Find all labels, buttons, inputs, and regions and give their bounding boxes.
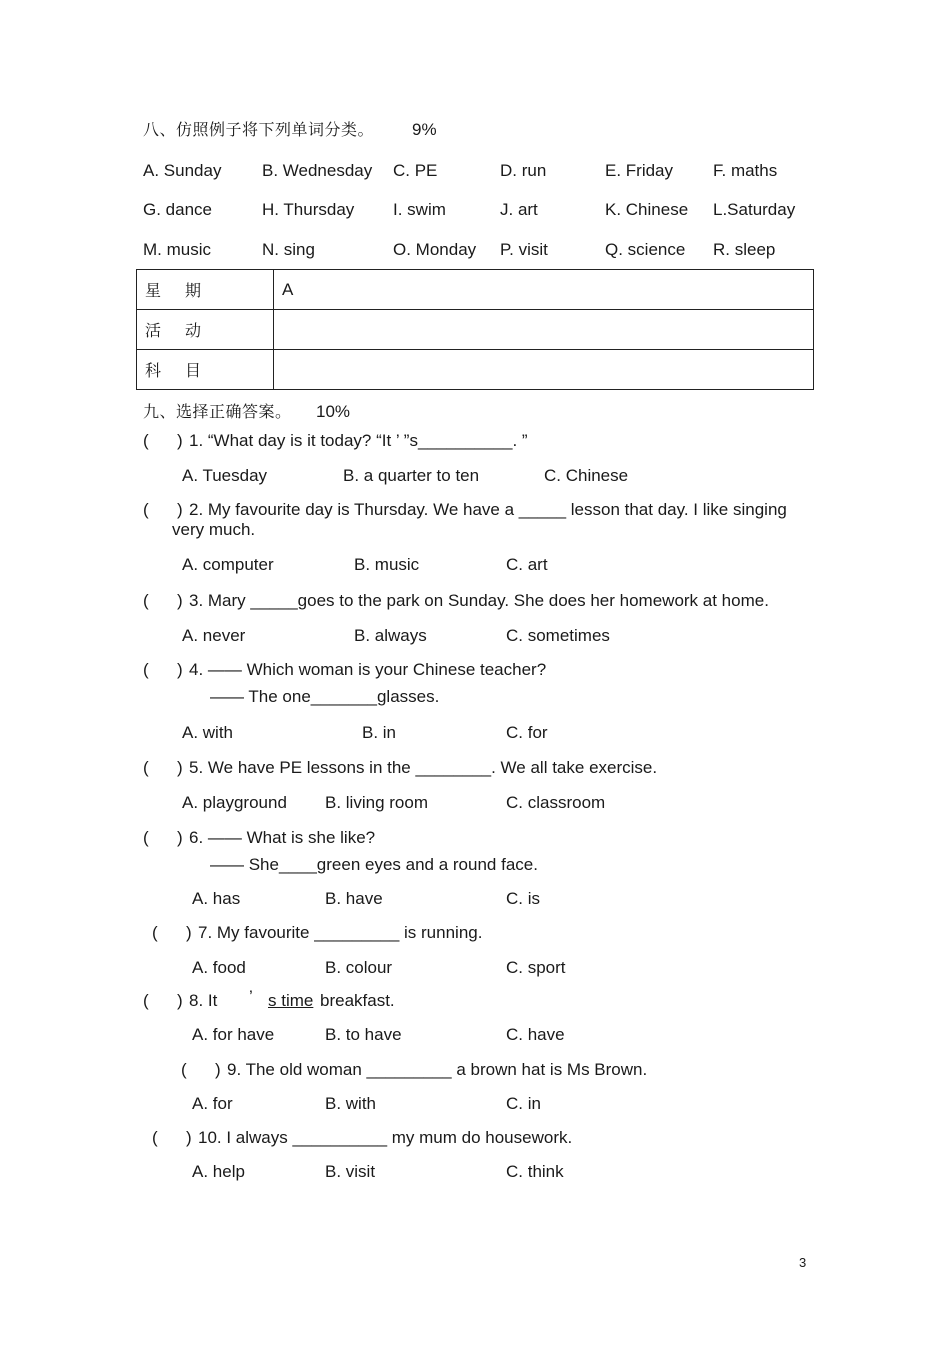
- question-stem-cont: —— She____green eyes and a round face.: [210, 855, 538, 874]
- answer-paren-open[interactable]: (: [143, 660, 149, 679]
- option-c[interactable]: C. Chinese: [544, 466, 629, 485]
- word-item: O. Monday: [393, 240, 477, 259]
- answer-paren-close: ): [177, 758, 183, 777]
- row-label: 活动: [137, 310, 274, 350]
- option-b[interactable]: B. with: [325, 1094, 377, 1113]
- option-a[interactable]: A. with: [182, 723, 234, 742]
- option-b[interactable]: B. to have: [325, 1025, 402, 1044]
- word-item: C. PE: [393, 161, 438, 180]
- question-stem-cont: —— The one_______glasses.: [210, 687, 440, 706]
- option-a[interactable]: A. food: [192, 958, 246, 977]
- option-b[interactable]: B. visit: [325, 1162, 376, 1181]
- word-item: K. Chinese: [605, 200, 689, 219]
- word-item: L.Saturday: [713, 200, 796, 219]
- answer-paren-close: ): [177, 828, 183, 847]
- option-b[interactable]: B. have: [325, 889, 383, 908]
- option-c[interactable]: C. sometimes: [506, 626, 610, 645]
- answer-paren-close: ): [186, 923, 192, 942]
- word-item: M. music: [143, 240, 211, 259]
- table-row: [137, 270, 814, 310]
- option-b[interactable]: B. living room: [325, 793, 428, 812]
- option-a[interactable]: A. for have: [192, 1025, 275, 1044]
- answer-cell[interactable]: [274, 310, 814, 350]
- answer-paren-close: ): [177, 591, 183, 610]
- option-c[interactable]: C. sport: [506, 958, 566, 977]
- option-a[interactable]: A. never: [182, 626, 246, 645]
- word-item: F. maths: [713, 161, 778, 180]
- row-label: 星期: [137, 270, 274, 310]
- option-c[interactable]: C. think: [506, 1162, 564, 1181]
- answer-paren-open[interactable]: (: [143, 431, 149, 450]
- answer-paren-close: ): [215, 1060, 221, 1079]
- answer-paren-open[interactable]: (: [152, 1128, 158, 1147]
- option-c[interactable]: C. is: [506, 889, 540, 908]
- option-b[interactable]: B. a quarter to ten: [343, 466, 480, 485]
- answer-paren-open[interactable]: (: [143, 828, 149, 847]
- question-stem: 7. My favourite _________ is running.: [198, 923, 483, 942]
- question-stem: 2. My favourite day is Thursday. We have a _____ lesson that day. I like singing: [189, 500, 787, 519]
- option-a[interactable]: A. help: [192, 1162, 245, 1181]
- section9-score: 10%: [316, 402, 351, 421]
- section8-title: 八、仿照例子将下列单词分类。: [143, 120, 375, 139]
- word-item: D. run: [500, 161, 547, 180]
- word-item: I. swim: [393, 200, 446, 219]
- word-item: G. dance: [143, 200, 212, 219]
- option-c[interactable]: C. art: [506, 555, 548, 574]
- word-item: E. Friday: [605, 161, 674, 180]
- answer-paren-open[interactable]: (: [143, 758, 149, 777]
- word-item: R. sleep: [713, 240, 776, 259]
- question-stem-underlined: s time: [268, 991, 314, 1010]
- classification-table: [136, 269, 814, 390]
- answer-paren-open[interactable]: (: [181, 1060, 187, 1079]
- word-item: J. art: [500, 200, 538, 219]
- answer-cell[interactable]: [274, 350, 814, 390]
- question-stem: 6. —— What is she like?: [189, 828, 376, 847]
- section9-title: 九、选择正确答案。: [143, 402, 292, 421]
- section8-score: 9%: [412, 120, 437, 139]
- answer-paren-close: ): [177, 991, 183, 1010]
- option-c[interactable]: C. for: [506, 723, 548, 742]
- question-stem: 3. Mary _____goes to the park on Sunday. She does her homework at home.: [189, 591, 769, 610]
- answer-paren-close: ): [186, 1128, 192, 1147]
- answer-paren-open[interactable]: (: [143, 500, 149, 519]
- option-c[interactable]: C. in: [506, 1094, 541, 1113]
- table-row: [137, 350, 814, 390]
- question-stem-end: breakfast.: [320, 991, 395, 1010]
- option-a[interactable]: A. for: [192, 1094, 233, 1113]
- question-stem: 8. It: [189, 991, 218, 1010]
- row-label: 科目: [137, 350, 274, 390]
- option-a[interactable]: A. computer: [182, 555, 274, 574]
- option-b[interactable]: B. music: [354, 555, 420, 574]
- word-item: B. Wednesday: [262, 161, 373, 180]
- word-item: N. sing: [262, 240, 315, 259]
- question-stem: 1. “What day is it today? “It ’ ”s__________. ”: [189, 431, 528, 450]
- answer-paren-close: ): [177, 500, 183, 519]
- option-b[interactable]: B. always: [354, 626, 427, 645]
- option-c[interactable]: C. have: [506, 1025, 565, 1044]
- option-b[interactable]: B. colour: [325, 958, 393, 977]
- question-stem: 4. —— Which woman is your Chinese teacher?: [189, 660, 547, 679]
- table-row: [137, 310, 814, 350]
- word-item: P. visit: [500, 240, 548, 259]
- apostrophe: ’: [249, 987, 253, 1006]
- option-a[interactable]: A. Tuesday: [182, 466, 268, 485]
- word-item: A. Sunday: [143, 161, 222, 180]
- answer-paren-open[interactable]: (: [143, 991, 149, 1010]
- word-item: H. Thursday: [262, 200, 355, 219]
- option-a[interactable]: A. playground: [182, 793, 287, 812]
- question-stem: 10. I always __________ my mum do housework.: [198, 1128, 573, 1147]
- option-b[interactable]: B. in: [362, 723, 397, 742]
- option-a[interactable]: A. has: [192, 889, 241, 908]
- question-stem: 5. We have PE lessons in the ________. We all take exercise.: [189, 758, 658, 777]
- question-stem: 9. The old woman _________ a brown hat is Ms Brown.: [227, 1060, 648, 1079]
- answer-paren-close: ): [177, 660, 183, 679]
- word-item: Q. science: [605, 240, 686, 259]
- answer-paren-open[interactable]: (: [143, 591, 149, 610]
- option-c[interactable]: C. classroom: [506, 793, 606, 812]
- answer-cell[interactable]: A: [274, 270, 814, 310]
- answer-paren-close: ): [177, 431, 183, 450]
- page-number: 3: [799, 1255, 807, 1270]
- answer-paren-open[interactable]: (: [152, 923, 158, 942]
- question-stem-cont: very much.: [172, 520, 256, 539]
